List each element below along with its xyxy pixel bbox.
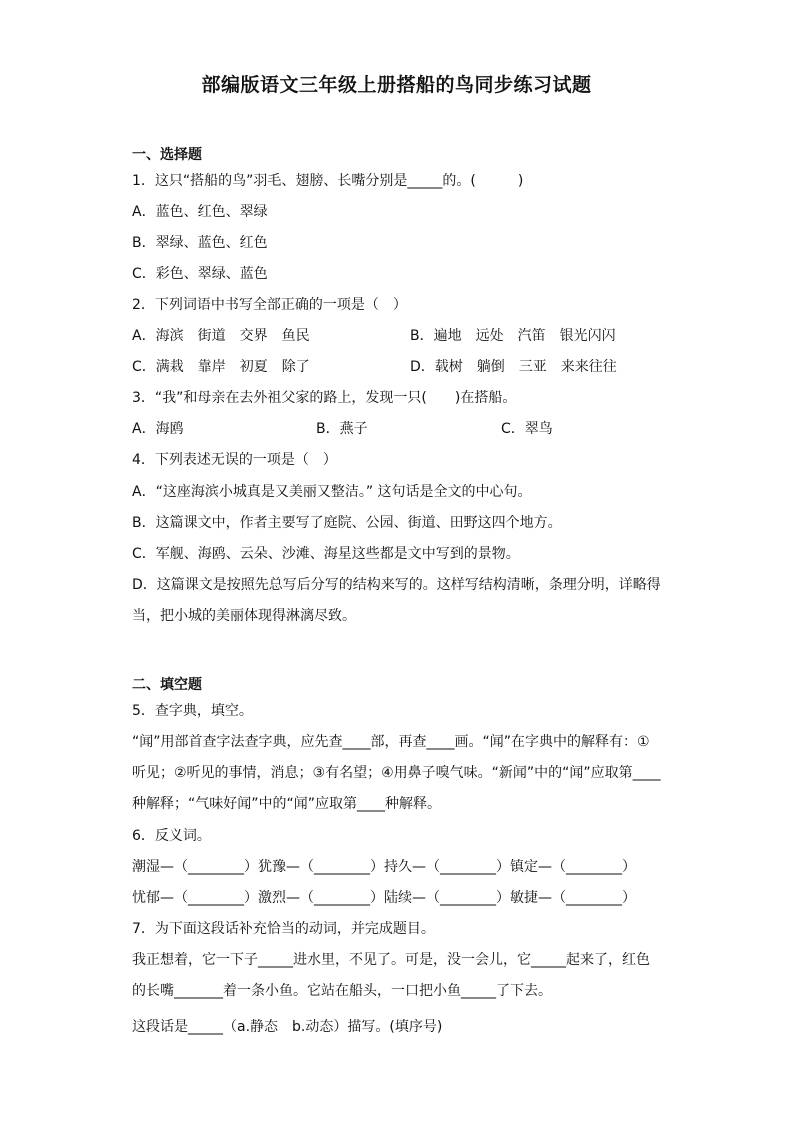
question-3-option-c: C．翠鸟 — [501, 421, 553, 437]
question-2-option-d: D．载树 躺倒 三亚 来来往往 — [410, 359, 617, 375]
question-6-row-1: 潮湿—（________）犹豫—（________）持久—（________）镇定—（________） — [132, 859, 636, 875]
question-2-option-c: C．满栽 靠岸 初夏 除了 — [132, 359, 310, 375]
question-5-body: “闻”用部首查字法查字典，应先查____部，再查____画。“闻”在字典中的解释有：①听见；②听见的事情，消息；③有名望；④用鼻子嗅气味。“新闻”中的“闻”应取第____种解释；“气味好闻”中的“闻”应取第____种解释。 — [132, 734, 661, 812]
section-heading-fill: 二、填空题 — [132, 677, 202, 693]
question-2-stem: 2．下列词语中书写全部正确的一项是（ ） — [132, 297, 407, 313]
question-4-stem: 4．下列表述无误的一项是（ ） — [132, 452, 337, 468]
question-1-option-b: B．翠绿、蓝色、红色 — [132, 235, 268, 251]
question-4-option-d: D．这篇课文是按照先总写后分写的结构来写的。这样写结构清晰，条理分明，详略得当，把小城的美丽体现得淋漓尽致。 — [132, 577, 661, 624]
question-7-tail: 这段话是_____（a.静态 b.动态）描写。(填序号) — [132, 1019, 443, 1035]
section-heading-choice: 一、选择题 — [132, 147, 202, 163]
question-3-option-b: B．燕子 — [316, 421, 368, 437]
question-7-stem: 7．为下面这段话补充恰当的动词，并完成题目。 — [132, 921, 435, 937]
question-6-row-2: 忧郁—（________）激烈—（________）陆续—（________）敏捷—（________） — [132, 890, 636, 906]
question-4-option-a: A．“这座海滨小城真是又美丽又整洁。” 这句话是全文的中心句。 — [132, 484, 532, 500]
question-3-option-a: A．海鸥 — [132, 421, 184, 437]
question-1-option-c: C．彩色、翠绿、蓝色 — [132, 266, 268, 282]
question-7-body: 我正想着，它一下子_____进水里，不见了。可是，没一会儿，它_____起来了，红色的长嘴_______着一条小鱼。它站在船头，一口把小鱼_____了下去。 — [132, 952, 650, 999]
question-4-option-c: C．军舰、海鸥、云朵、沙滩、海星这些都是文中写到的景物。 — [132, 546, 520, 562]
question-2-option-a: A．海滨 街道 交界 鱼民 — [132, 328, 310, 344]
question-5-stem: 5．查字典，填空。 — [132, 703, 253, 719]
question-4-option-b: B．这篇课文中，作者主要写了庭院、公园、街道、田野这四个地方。 — [132, 515, 562, 531]
question-1-stem: 1．这只“搭船的鸟”羽毛、翅膀、长嘴分别是_____的。( ) — [132, 173, 524, 189]
question-2-option-b: B．遍地 远处 汽笛 银光闪闪 — [410, 328, 616, 344]
question-3-stem: 3．“我”和母亲在去外祖父家的路上，发现一只( )在搭船。 — [132, 390, 517, 406]
page-title: 部编版语文三年级上册搭船的鸟同步练习试题 — [201, 74, 592, 96]
question-1-option-a: A．蓝色、红色、翠绿 — [132, 204, 268, 220]
question-6-stem: 6．反义词。 — [132, 828, 211, 844]
